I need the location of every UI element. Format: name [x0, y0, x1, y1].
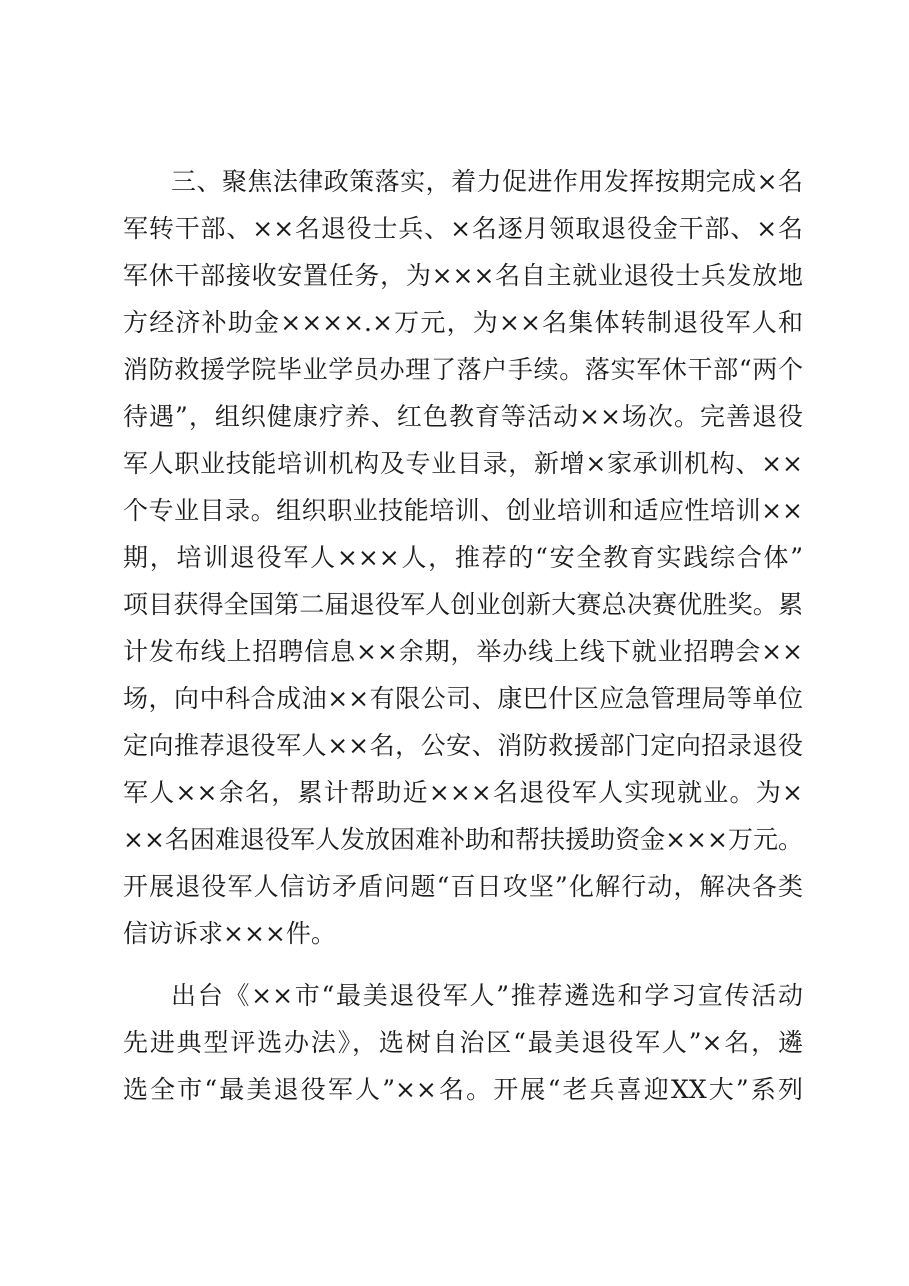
paragraph-1-line-16: 开展退役军人信访矛盾问题“百日攻坚”化解行动，解决各类: [123, 872, 803, 901]
paragraph-1-line-2: 军转干部、××名退役士兵、×名逐月领取退役金干部、×名: [123, 214, 803, 243]
paragraph-1-line-9: 期，培训退役军人×××人，推荐的“安全教育实践综合体”: [123, 543, 803, 572]
paragraph-1-line-4: 方经济补助金××××.×万元，为××名集体转制退役军人和: [123, 308, 803, 337]
paragraph-1-line-1: 三、聚焦法律政策落实，着力促进作用发挥按期完成×名: [171, 167, 803, 196]
paragraph-1-line-17: 信访诉求×××件。: [123, 919, 336, 948]
paragraph-2-line-1: 出台《××市“最美退役军人”推荐遴选和学习宣传活动: [171, 981, 803, 1010]
paragraph-1-line-13: 定向推荐退役军人××名，公安、消防救援部门定向招录退役: [123, 731, 803, 760]
paragraph-1-line-6: 待遇”，组织健康疗养、红色教育等活动××场次。完善退役: [123, 402, 803, 431]
paragraph-1-line-8: 个专业目录。组织职业技能培训、创业培训和适应性培训××: [123, 496, 803, 525]
paragraph-1-line-14: 军人××余名，累计帮助近×××名退役军人实现就业。为×: [123, 778, 803, 807]
paragraph-1-line-11: 计发布线上招聘信息××余期，举办线上线下就业招聘会××: [123, 637, 803, 666]
paragraph-2-line-2: 先进典型评选办法》，选树自治区“最美退役军人”×名，遴: [123, 1028, 803, 1057]
paragraph-1-line-7: 军人职业技能培训机构及专业目录，新增×家承训机构、××: [123, 449, 803, 478]
paragraph-1-line-5: 消防救援学院毕业学员办理了落户手续。落实军休干部“两个: [123, 355, 803, 384]
paragraph-1-line-15: ××名困难退役军人发放困难补助和帮扶援助资金×××万元。: [123, 825, 803, 854]
paragraph-1-line-3: 军休干部接收安置任务，为×××名自主就业退役士兵发放地: [123, 261, 803, 290]
paragraph-2-line-3: 选全市“最美退役军人”××名。开展“老兵喜迎XX大”系列: [123, 1075, 803, 1104]
paragraph-1-line-12: 场，向中科合成油××有限公司、康巴什区应急管理局等单位: [123, 684, 803, 713]
paragraph-1-line-10: 项目获得全国第二届退役军人创业创新大赛总决赛优胜奖。累: [123, 590, 803, 619]
